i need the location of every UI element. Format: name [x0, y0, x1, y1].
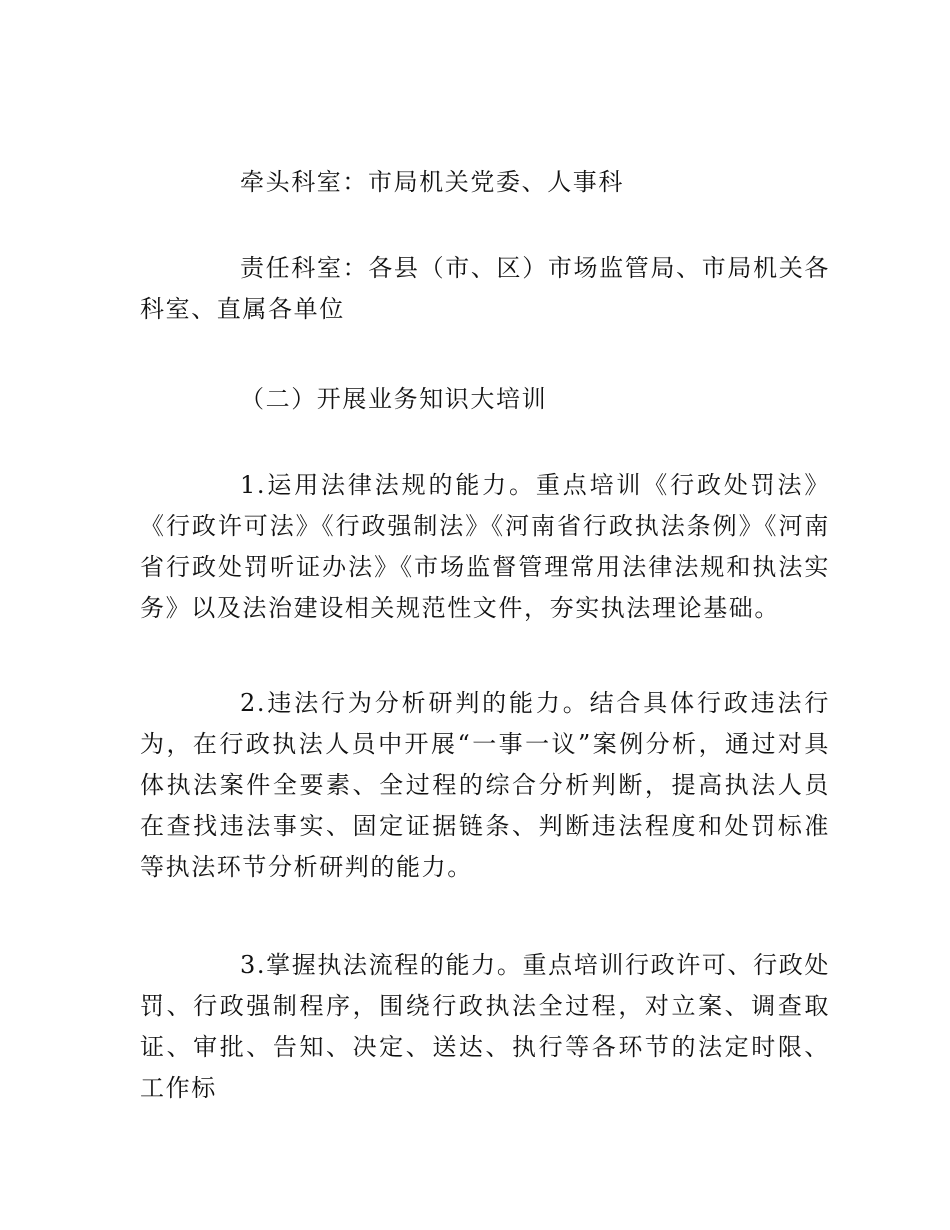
lead-department-line: 牵头科室：市局机关党委、人事科: [240, 168, 624, 196]
paragraph-procedure-ability: 3.掌握执法流程的能力。重点培训行政许可、行政处罚、行政强制程序，围绕行政执法全过程，对立案、调查取证、审批、告知、决定、送达、执行等各环节的法定时限、工作标: [140, 951, 830, 1102]
paragraph-legal-ability: 1.运用法律法规的能力。重点培训《行政处罚法》《行政许可法》《行政强制法》《河南省行政执法条例》《河南省行政处罚听证办法》《市场监督管理常用法律法规和执法实务》以及法治建设相关规范性文件，夯实执法理论基础。: [140, 471, 830, 622]
paragraph-analysis-ability: 2.违法行为分析研判的能力。结合具体行政违法行为，在行政执法人员中开展“一事一议”案例分析，通过对具体执法案件全要素、全过程的综合分析判断，提高执法人员在查找违法事实、固定证据链条、判断违法程度和处罚标准等执法环节分析研判的能力。: [140, 689, 830, 881]
responsible-department-line: 责任科室：各县（市、区）市场监管局、市局机关各科室、直属各单位: [140, 254, 830, 323]
section-heading: （二）开展业务知识大培训: [240, 385, 548, 413]
